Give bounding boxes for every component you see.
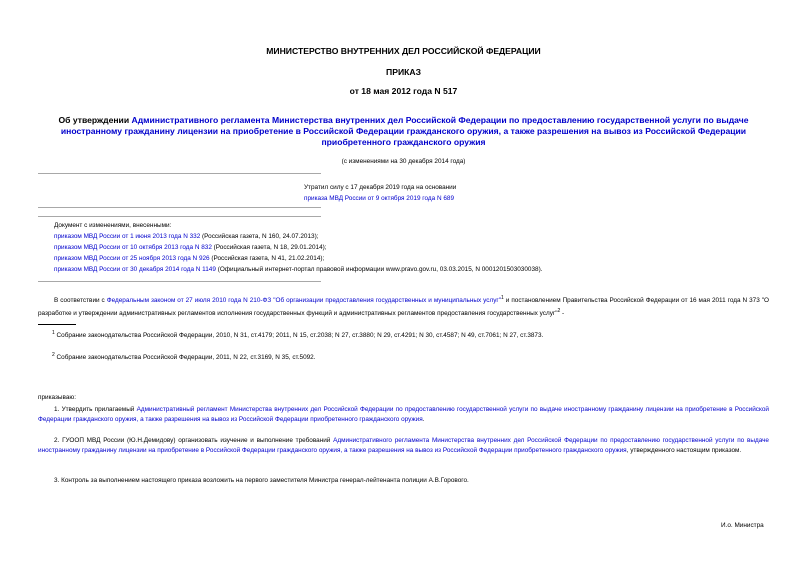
footnote-ref[interactable]: 1 — [501, 295, 504, 301]
amendment-item — [54, 243, 794, 253]
footnote-text: Собрание законодательства Российской Федерации, 2010, N 31, ст.4179; 2011, N 15, ст.2038; N 27, ст.3880; N 29, ст.4291; N 30, ст.4587; N 49, ст.7061; N 27, ст.3873. — [54, 332, 544, 340]
order-word: приказываю: — [38, 394, 76, 401]
regulation-link[interactable]: Административный регламент Министерства внутренних дел Российской Федерации по предоставлению государственной услуги по выдаче иностранному гражданину лицензии на приобретение в Российской Федерации гражданского оружия, а также разрешения на вывоз из Российской Федерации приобретенного гражданского оружия — [38, 406, 769, 423]
amendments-heading: Документ с изменениями, внесенными: — [54, 222, 172, 229]
preamble-text: В соответствии с — [54, 297, 107, 305]
amendment-details: (Российская газета, N 18, 29.01.2014); — [211, 244, 327, 251]
point-text: 2. ГУООП МВД России (Ю.Н.Демидову) организовать изучение и выполнение требований — [54, 437, 334, 444]
preamble-text: - — [560, 310, 565, 318]
point-text: 1. Утвердить прилагаемый — [54, 406, 137, 413]
order-point-2 — [38, 436, 769, 456]
doc-type-heading: ПРИКАЗ — [386, 67, 421, 77]
divider — [38, 281, 321, 282]
title-regulation-link[interactable]: Административного регламента Министерства внутренних дел Российской Федерации по предоставлению государственной услуги по выдаче иностранному гражданину лицензии на приобретение в Российской Федерации гражданского оружия, а также разрешения на вывоз из Российской Федерации приобретенного гражданского оружия — [60, 115, 749, 147]
expired-text: Утратил силу с 17 декабря 2019 года на основании — [304, 184, 457, 191]
amendment-link[interactable]: приказом МВД России от 30 декабря 2014 года N 1149 — [54, 266, 216, 273]
point-text: , утвержденного настоящим приказом. — [626, 447, 742, 454]
footnote-divider — [38, 324, 76, 325]
amendment-item — [54, 265, 794, 275]
amendment-link[interactable]: приказом МВД России от 1 июня 2013 года N 332 — [54, 233, 201, 240]
point-text: . — [422, 416, 425, 423]
regulation-link[interactable]: Административного регламента Министерства внутренних дел Российской Федерации по предоставлению государственной услуги по выдаче иностранному гражданину лицензии на приобретение в Российской Федерации гражданского оружия, а также разрешения на вывоз из Российской Федерации приобретенного гражданского оружия — [38, 437, 769, 454]
document-title — [40, 115, 767, 148]
amendment-item — [54, 232, 794, 242]
expired-order-link[interactable]: приказа МВД России от 9 октября 2019 года N 689 — [304, 195, 454, 202]
doc-date-heading: от 18 мая 2012 года N 517 — [349, 86, 458, 96]
amendment-details: (Официальный интернет-портал правовой информации www.pravo.gov.ru, 03.03.2015, N 0001201503030038). — [215, 266, 543, 273]
footnote-item — [52, 328, 792, 341]
amendment-details: (Российская газета, N 160, 24.07.2013); — [200, 233, 319, 240]
preamble-text: и постановлением Правительства Российской Федерации от 16 мая 2011 года N 373 "О разработке и утверждении административных регламентов исполнения государственных функций и административных регламентов предоставления государственных услуг" — [38, 297, 769, 318]
signature: И.о. Министра — [721, 522, 764, 529]
amendment-item — [54, 254, 794, 264]
footnote-mark: 1 — [52, 330, 55, 336]
order-point-1 — [38, 405, 769, 425]
amendment-link[interactable]: приказом МВД России от 25 ноября 2013 года N 926 — [54, 255, 210, 262]
divider — [38, 216, 321, 217]
divider — [38, 173, 321, 174]
preamble-paragraph — [38, 293, 769, 319]
changes-note: (с изменениями на 30 декабря 2014 года) — [341, 158, 466, 165]
title-prefix: Об утверждении — [58, 115, 132, 125]
footnote-text: Собрание законодательства Российской Федерации, 2011, N 22, ст.3169, N 35, ст.5092. — [54, 354, 316, 362]
amendment-details: (Российская газета, N 41, 21.02.2014); — [209, 255, 325, 262]
footnote-ref[interactable]: 2 — [557, 308, 561, 315]
footnote-item — [52, 350, 792, 363]
footnote-mark: 2 — [52, 352, 55, 358]
amendment-link[interactable]: приказом МВД России от 10 октября 2013 года N 832 — [54, 244, 212, 251]
federal-law-link[interactable]: Федеральным законом от 27 июля 2010 года N 210-ФЗ "Об организации предоставления государственных и муниципальных услуг" — [106, 297, 502, 305]
order-point-3 — [54, 476, 794, 486]
point-text: 3. Контроль за выполнением настоящего приказа возложить на первого заместителя Министра генерал-лейтенанта полиции А.В.Горового. — [54, 477, 469, 484]
ministry-heading: МИНИСТЕРСТВО ВНУТРЕННИХ ДЕЛ РОССИЙСКОЙ ФЕДЕРАЦИИ — [266, 46, 541, 56]
divider — [38, 207, 321, 208]
